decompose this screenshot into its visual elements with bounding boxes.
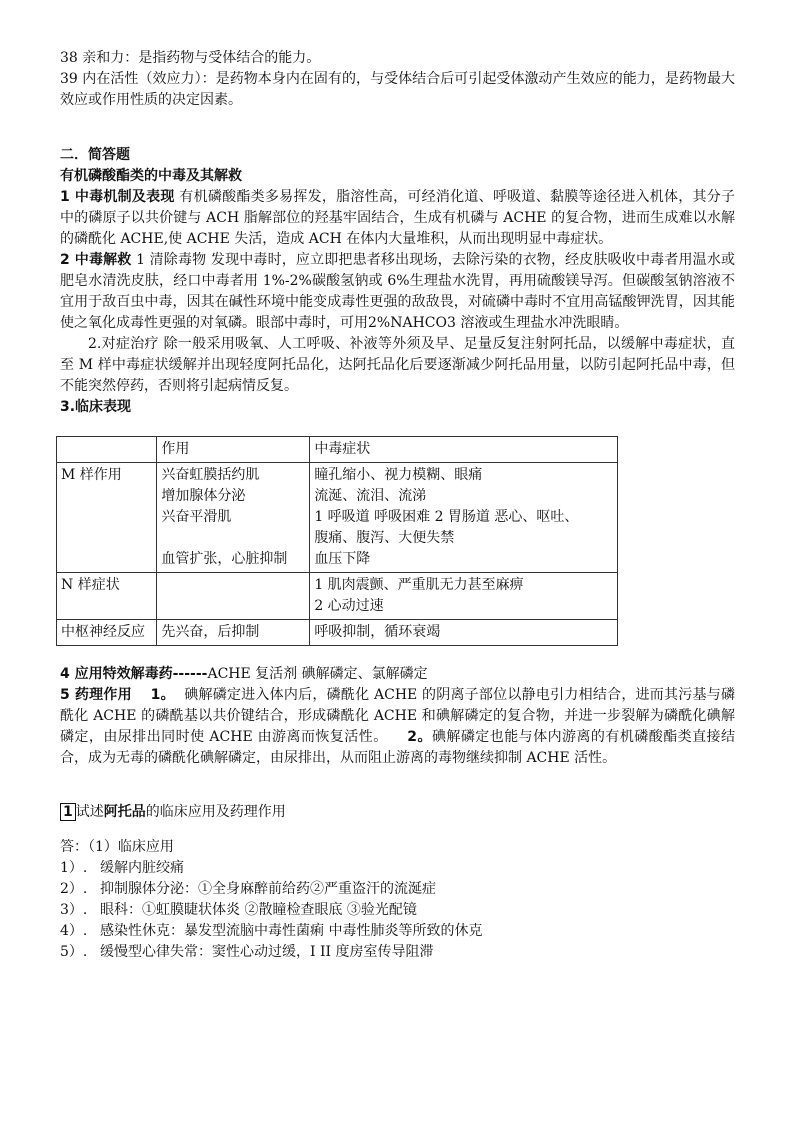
row-effects (157, 620, 310, 646)
symptom-line: 血压下降 (314, 551, 371, 567)
row-name: N 样症状 (57, 573, 157, 620)
list-item-number: 3）. (60, 902, 88, 918)
question-drug: 阿托品 (103, 804, 146, 820)
mechanism-label: 1 中毒机制及表现 (60, 189, 175, 205)
mechanism-paragraph (60, 187, 735, 250)
effect-line: 血管扩张，心脏抑制 (161, 551, 288, 567)
section-title: 二．简答题 (60, 147, 130, 163)
row-symptoms (310, 573, 618, 620)
list-item (60, 858, 735, 879)
question-pre: 试述 (75, 804, 104, 820)
symptom-line: 1 肌肉震颤、严重肌无力甚至麻痹 (314, 577, 524, 593)
symptom-line: 2 心动过速 (314, 598, 384, 614)
symptomatic-treatment-paragraph: 2.对症治疗 除一般采用吸氧、人工呼吸、补液等外须及早、足量反复注射阿托品，以缓解中毒症状，直至 M 样中毒症状缓解并出现轻度阿托品化，达阿托品化后要逐渐减少阿托品用量，以防引起阿托品中毒，但不能突然停药，否则将引起病情反复。 (60, 336, 735, 394)
symptom-line: 流涎、流泪、流涕 (314, 488, 427, 504)
table-header-row (57, 437, 618, 463)
list-item (60, 900, 735, 921)
pharmacology-label: 5 药理作用 (60, 687, 132, 703)
answer-intro: 答：（1）临床应用 (60, 839, 174, 855)
row-effects (157, 463, 310, 573)
table-row (57, 463, 618, 573)
definition-38: 38 亲和力：是指药物与受体结合的能力。 (60, 50, 321, 66)
list-item-text: 缓慢型心律失常：窦性心动过缓，I II 度房室传导阻滞 (100, 944, 434, 960)
effect-line: 兴奋平滑肌 (161, 509, 232, 525)
rescue-label: 2 中毒解救 (60, 252, 132, 268)
list-item-text: 抑制腺体分泌：①全身麻醉前给药②严重盗汗的流涎症 (100, 881, 436, 897)
effect-line: 先兴奋，后抑制 (161, 624, 260, 640)
effect-line: 增加腺体分泌 (161, 488, 246, 504)
question-number: 1 (60, 803, 76, 821)
list-item-number: 1）. (60, 860, 88, 876)
row-symptoms (310, 463, 618, 573)
antidote-text: ACHE 复活剂 碘解磷定、氯解磷定 (207, 666, 428, 682)
pharmacology-num-2: 2。 (407, 729, 432, 745)
answer-block (60, 837, 735, 963)
antidote-paragraph (60, 664, 735, 685)
symptom-line: 1 呼吸道 呼吸困难 2 胃肠道 恶心、呕吐、 (314, 509, 579, 525)
effect-gap (161, 528, 305, 549)
row-symptoms (310, 620, 618, 646)
list-item (60, 879, 735, 900)
pharmacology-text-2: 碘解磷定也能与体内游离的有机磷酸酯类直接结合，成为无毒的磷酰化碘解磷定，由尿排出，从而阻止游离的毒物继续抑制 ACHE 活性。 (60, 729, 736, 766)
question-line (60, 801, 735, 823)
rescue-paragraph (60, 250, 735, 334)
clinical-label: 3.临床表现 (60, 399, 132, 415)
list-item-number: 4）. (60, 923, 88, 939)
table-header-cell: 作用 (157, 437, 310, 463)
definition-39: 39 内在活性（效应力）：是药物本身内在固有的，与受体结合后可引起受体激动产生效应的能力，是药物最大效应或作用性质的决定因素。 (60, 71, 735, 108)
table-header-cell: 中毒症状 (310, 437, 618, 463)
list-item-text: 感染性休克：暴发型流脑中毒性菌痢 中毒性肺炎等所致的休克 (100, 923, 483, 939)
effect-line: 兴奋虹膜括约肌 (161, 467, 260, 483)
symptom-line: 呼吸抑制，循环衰竭 (314, 624, 441, 640)
table-header-cell (57, 437, 157, 463)
row-name: M 样作用 (57, 463, 157, 573)
antidote-label: 4 应用特效解毒药------ (60, 666, 208, 682)
symptom-line: 瞳孔缩小、视力模糊、眼痛 (314, 467, 483, 483)
document-page (60, 48, 735, 963)
pharmacology-paragraph (60, 685, 735, 769)
question-post: 的临床应用及药理作用 (145, 804, 286, 820)
section-subtitle: 有机磷酸酯类的中毒及其解救 (60, 168, 242, 184)
table-row (57, 573, 618, 620)
list-item-number: 5）. (60, 944, 88, 960)
table-row (57, 620, 618, 646)
list-item-text: 眼科：①虹膜睫状体炎 ②散瞳检查眼底 ③验光配镜 (100, 902, 417, 918)
list-item-text: 缓解内脏绞痛 (100, 860, 184, 876)
rescue-text: 1 清除毒物 发现中毒时，应立即把患者移出现场，去除污染的衣物，经皮肤吸收中毒者用温水或肥皂水清洗皮肤，经口中毒者用 1%-2%碳酸氢钠或 6%生理盐水洗胃，再用硫酸镁导泻。但碳酸氢钠溶液不宜用于敌百虫中毒，因其在碱性环境中能变成毒性更强的敌敌畏，对硫磷中毒时不宜用高锰酸钾洗胃，因其能使之氧化成毒性更强的对氧磷。眼部中毒时，可用2%NAHCO3 溶液或生理盐水冲洗眼睛。 (60, 252, 735, 331)
list-item (60, 942, 735, 963)
pharmacology-num-1: 1。 (150, 687, 175, 703)
symptom-line: 腹痛、腹泻、大便失禁 (314, 530, 455, 546)
mechanism-text: 有机磷酸酯类多易挥发，脂溶性高，可经消化道、呼吸道、黏膜等途径进入机体，其分子中的磷原子以共价键与 ACH 脂解部位的羟基牢固结合，生成有机磷与 ACHE 的复合物，进而生成难以水解的磷酰化 ACHE,使 ACHE 失活，造成 ACH 在体内大量堆积，从而出现明显中毒症状。 (60, 189, 735, 247)
clinical-table (56, 436, 618, 646)
row-effects (157, 573, 310, 620)
pharmacology-text-1: 碘解磷定进入体内后，磷酰化 ACHE 的阴离子部位以静电引力相结合，进而其污基与磷酰化 ACHE 的磷酰基以共价键结合，形成磷酰化 ACHE 和碘解磷定的复合物，并进一步裂解为磷酰化碘解磷定，由尿排出同时使 ACHE 由游离而恢复活性。 (60, 687, 736, 745)
list-item (60, 921, 735, 942)
row-name: 中枢神经反应 (57, 620, 157, 646)
list-item-number: 2）. (60, 881, 88, 897)
